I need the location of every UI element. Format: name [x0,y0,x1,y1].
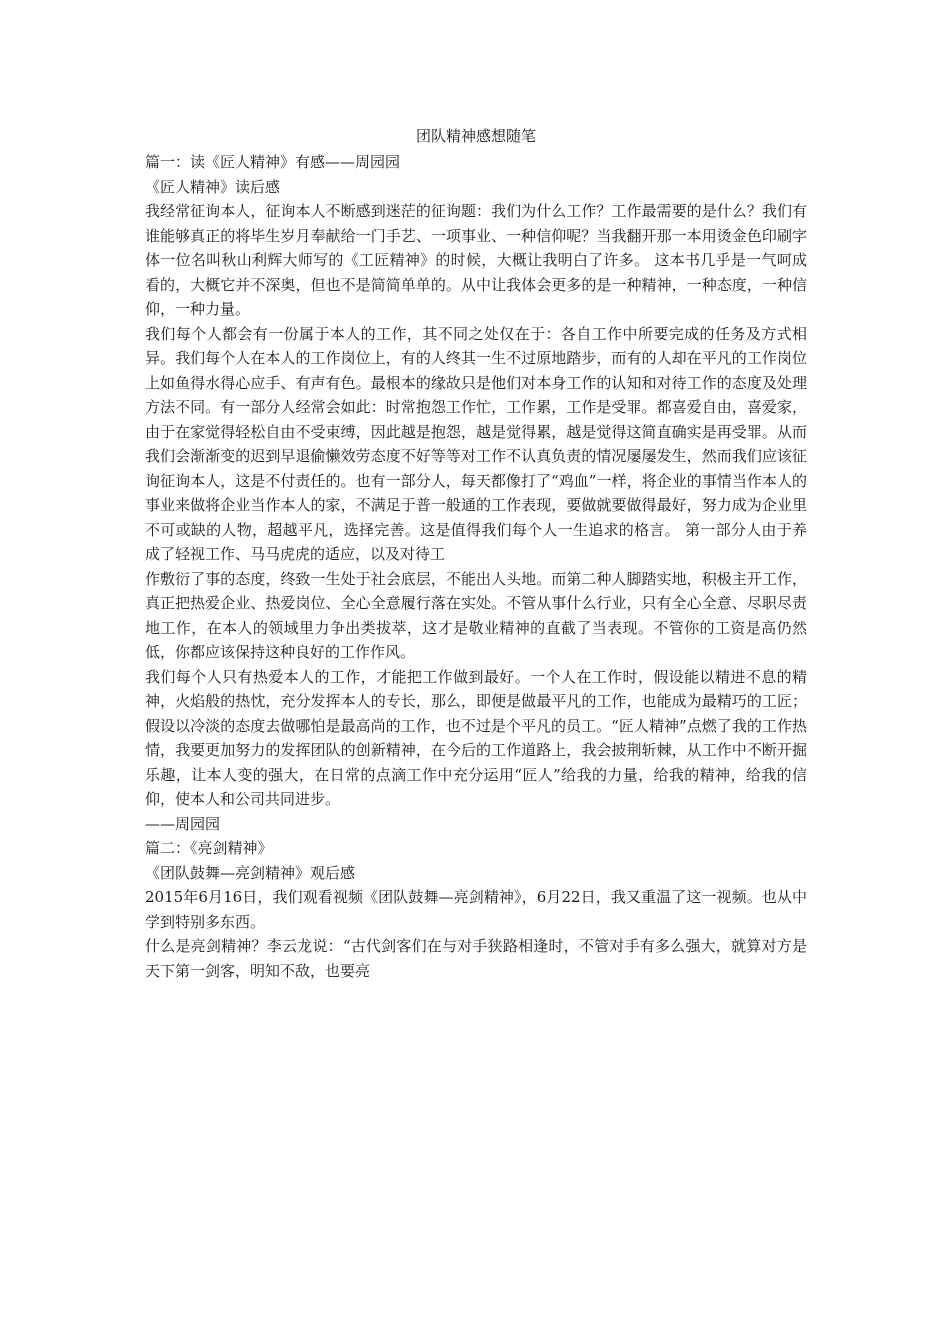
section-two-subtitle: 《团队鼓舞—亮剑精神》观后感 [145,863,356,882]
author-signature: ——周园园 [145,814,221,833]
document-page [145,124,807,983]
paragraph: 什么是亮剑精神？李云龙说：“古代剑客们在与对手狭路相逢时，不管对手有多么强大，就算对方是天下第一剑客，明知不敌，也要亮 [145,937,807,980]
section-one-subtitle: 《匠人精神》读后感 [145,177,281,196]
section-two-heading: 篇二：《亮剑精神》 [145,839,273,857]
paragraph: 作敷衍了事的态度，终致一生处于社会底层，不能出人头地。而第二种人脚踏实地，积极主开工作，真正把热爱企业、热爱岗位、全心全意履行落在实处。不管从事什么行业，只有全心全意、尽职尽责地工作，在本人的领域里力争出类拔萃，这才是敬业精神的直截了当表现。不管你的工资是高仍然低，你都应该保持这种良好的工作作风。 [145,569,807,661]
paragraph: 2015年6月16日，我们观看视频《团队鼓舞—亮剑精神》，6月22日，我又重温了这一视频。也从中学到特别多东西。 [145,888,807,931]
section-one-heading: 篇一：读《匠人精神》有感——周园园 [145,153,401,171]
paragraph: 我们每个人只有热爱本人的工作，才能把工作做到最好。一个人在工作时，假设能以精进不息的精神，火焰般的热忱，充分发挥本人的专长，那么，即便是做最平凡的工作，也能成为最精巧的工匠；假设以冷淡的态度去做哪怕是最高尚的工作，也不过是个平凡的员工。“匠人精神”点燃了我的工作热情，我要更加努力的发挥团队的创新精神，在今后的工作道路上，我会披荆斩棘，从工作中不断开掘乐趣，让本人变的强大，在日常的点滴工作中充分运用“匠人”给我的力量，给我的精神，给我的信仰，使本人和公司共同进步。 [145,667,807,808]
paragraph: 我们每个人都会有一份属于本人的工作，其不同之处仅在于：各自工作中所要完成的任务及方式相异。我们每个人在本人的工作岗位上，有的人终其一生不过原地踏步，而有的人却在平凡的工作岗位上如鱼得水得心应手、有声有色。最根本的缘故只是他们对本身工作的认知和对待工作的态度及处理方法不同。有一部分人经常会如此：时常抱怨工作忙，工作累，工作是受罪。都喜爱自由，喜爱家，由于在家觉得轻松自由不受束缚，因此越是抱怨，越是觉得累，越是觉得这简直确实是再受罪。从而我们会渐渐变的迟到早退偷懒效劳态度不好等等对工作不认真负责的情况屡屡发生，然而我们应该征询征询本人，这是不付责任的。也有一部分人，每天都像打了“鸡血”一样，将企业的事情当作本人的事业来做将企业当作本人的家，不满足于普一般通的工作表现，要做就要做得最好，努力成为企业里不可或缺的人物，超越平凡，选择完善。这是值得我们每个人一生追求的格言。 第一部分人由于养成了轻视工作、马马虎虎的适应，以及对待工 [145,324,807,563]
paragraph: 我经常征询本人，征询本人不断感到迷茫的征询题：我们为什么工作？工作最需要的是什么？我们有谁能够真正的将毕生岁月奉献给一门手艺、一项事业、一种信仰呢？当我翻开那一本用烫金色印刷字体一位名叫秋山利辉大师写的《工匠精神》的时候，大概让我明白了许多。 这本书几乎是一气呵成看的，大概它并不深奥，但也不是简简单单的。从中让我体会更多的是一种精神，一种态度，一种信仰，一种力量。 [145,202,807,318]
document-title: 团队精神感想随笔 [415,127,536,145]
